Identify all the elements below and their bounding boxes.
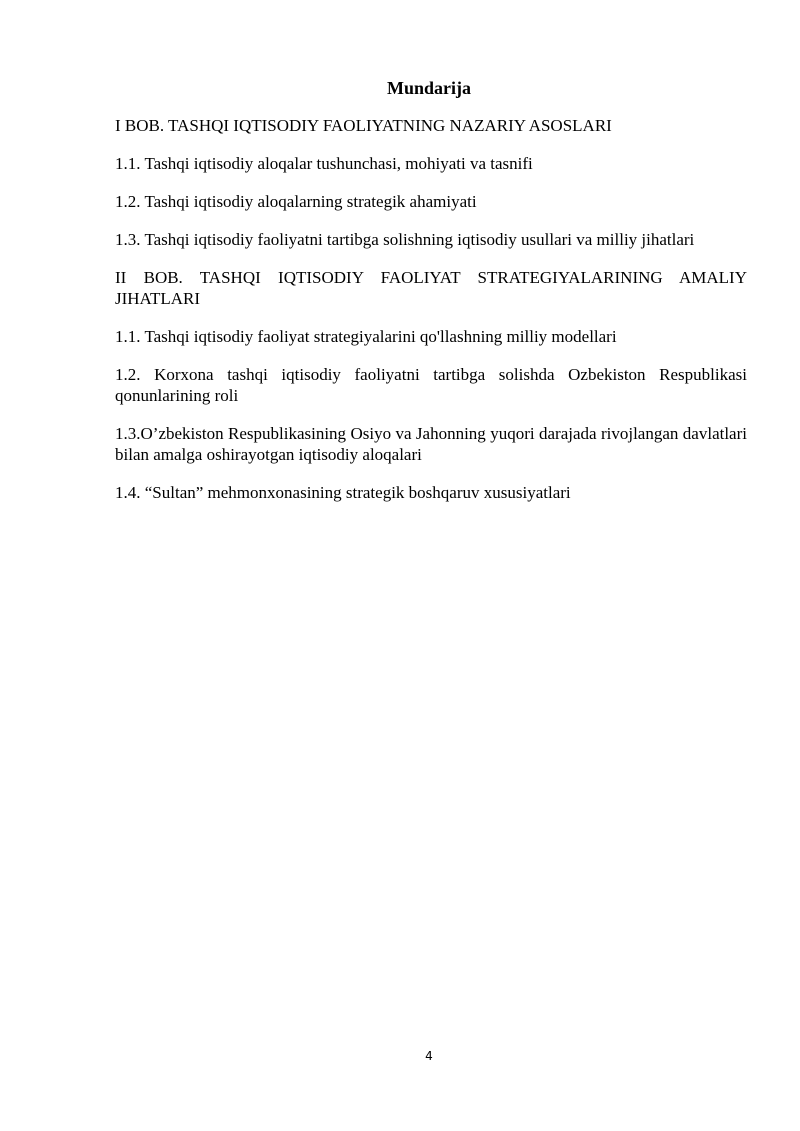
document-title: Mundarija	[386, 78, 471, 98]
toc-chapter-2: II BOB. TASHQI IQTISODIY FAOLIYAT STRATEGIYALARINING AMALIY JIHATLARI	[115, 268, 747, 308]
toc-section-2-3: 1.3.O’zbekiston Respublikasining Osiyo va Jahonning yuqori darajada rivojlangan davlatlari bilan amalga oshirayotgan iqtisodiy aloqalari	[115, 424, 747, 464]
toc-section-1-3: 1.3. Tashqi iqtisodiy faoliyatni tartibga solishning iqtisodiy usullari va milliy jihatlari	[115, 230, 695, 249]
toc-section-2-4: 1.4. “Sultan” mehmonxonasining strategik boshqaruv xususiyatlari	[115, 483, 571, 502]
toc-section-1-2: 1.2. Tashqi iqtisodiy aloqalarning strategik ahamiyati	[115, 192, 477, 211]
page-number: 4	[425, 1049, 433, 1063]
toc-section-2-2: 1.2. Korxona tashqi iqtisodiy faoliyatni tartibga solishda Ozbekiston Respublikasi qonunlarining roli	[115, 365, 747, 405]
toc-section-2-1: 1.1. Tashqi iqtisodiy faoliyat strategiyalarini qo'llashning milliy modellari	[115, 327, 617, 346]
toc-chapter-1: I BOB. TASHQI IQTISODIY FAOLIYATNING NAZARIY ASOSLARI	[115, 116, 612, 135]
toc-section-1-1: 1.1. Tashqi iqtisodiy aloqalar tushunchasi, mohiyati va tasnifi	[115, 154, 533, 173]
table-of-contents	[115, 115, 747, 520]
